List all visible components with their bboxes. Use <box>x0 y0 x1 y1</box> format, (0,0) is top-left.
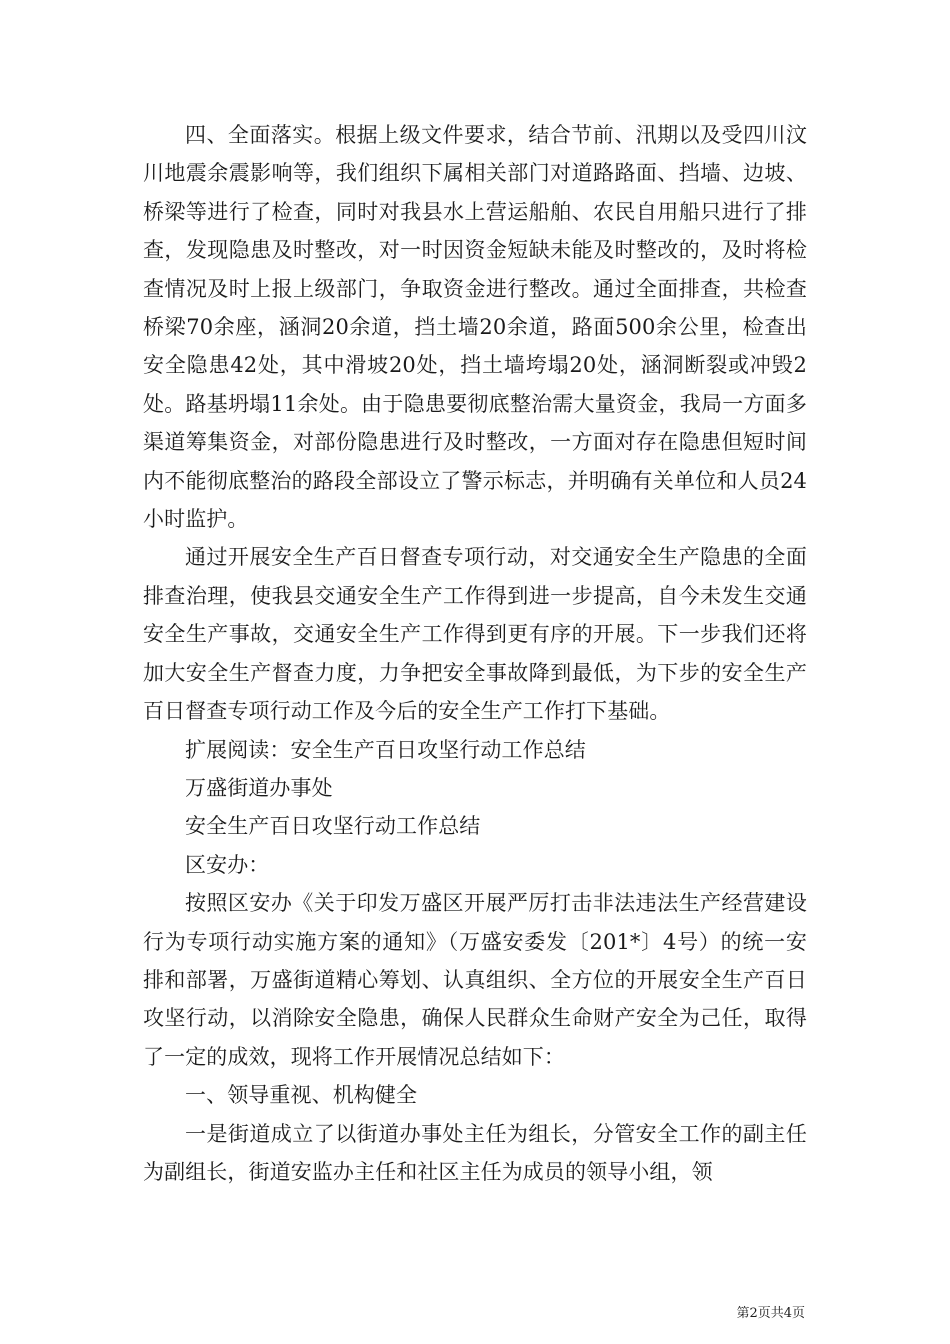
page-number: 第2页共4页 <box>736 1306 805 1321</box>
paragraph-addressee: 区安办： <box>185 852 270 877</box>
paragraph-extended-reading: 扩展阅读：安全生产百日攻坚行动工作总结 <box>185 737 586 762</box>
paragraph-report-title: 安全生产百日攻坚行动工作总结 <box>185 814 481 839</box>
paragraph-office-name: 万盛街道办事处 <box>185 775 333 800</box>
paragraph-summary: 通过开展安全生产百日督查专项行动，对交通安全生产隐患的全面排查治理，使我县交通安全生产工作得到进一步提高，自今未发生交通安全生产事故，交通安全生产工作得到更有序的开展。下一步我们还将加大安全生产督查力度，力争把安全事故降到最低，为下步的安全生产百日督查专项行动工作及今后的安全生产工作打下基础。 <box>143 545 807 724</box>
paragraph-point-one: 一是街道成立了以街道办事处主任为组长，分管安全工作的副主任为副组长，街道安监办主任和社区主任为成员的领导小组，领 <box>143 1121 807 1184</box>
document-body <box>143 116 807 1191</box>
paragraph-section-four: 四、全面落实。根据上级文件要求，结合节前、汛期以及受四川汶川地震余震影响等，我们组织下属相关部门对道路路面、挡墙、边坡、桥梁等进行了检查，同时对我县水上营运船舶、农民自用船只进行了排查，发现隐患及时整改，对一时因资金短缺未能及时整改的，及时将检查情况及时上报上级部门，争取资金进行整改。通过全面排查，共检查桥梁70余座，涵洞20余道，挡土墙20余道，路面500余公里，检查出安全隐患42处，其中滑坡20处，挡土墙垮塌20处，涵洞断裂或冲毁2处。路基坍塌11余处。由于隐患要彻底整治需大量资金，我局一方面多渠道筹集资金，对部份隐患进行及时整改，一方面对存在隐患但短时间内不能彻底整治的路段全部设立了警示标志，并明确有关单位和人员24小时监护。 <box>143 123 807 532</box>
paragraph-introduction: 按照区安办《关于印发万盛区开展严厉打击非法违法生产经营建设行为专项行动实施方案的通知》（万盛安委发〔201*〕4号）的统一安排和部署，万盛街道精心筹划、认真组织、全方位的开展安全生产百日攻坚行动，以消除安全隐患，确保人民群众生命财产安全为己任，取得了一定的成效，现将工作开展情况总结如下： <box>143 891 807 1069</box>
paragraph-heading-one: 一、领导重视、机构健全 <box>185 1083 418 1108</box>
